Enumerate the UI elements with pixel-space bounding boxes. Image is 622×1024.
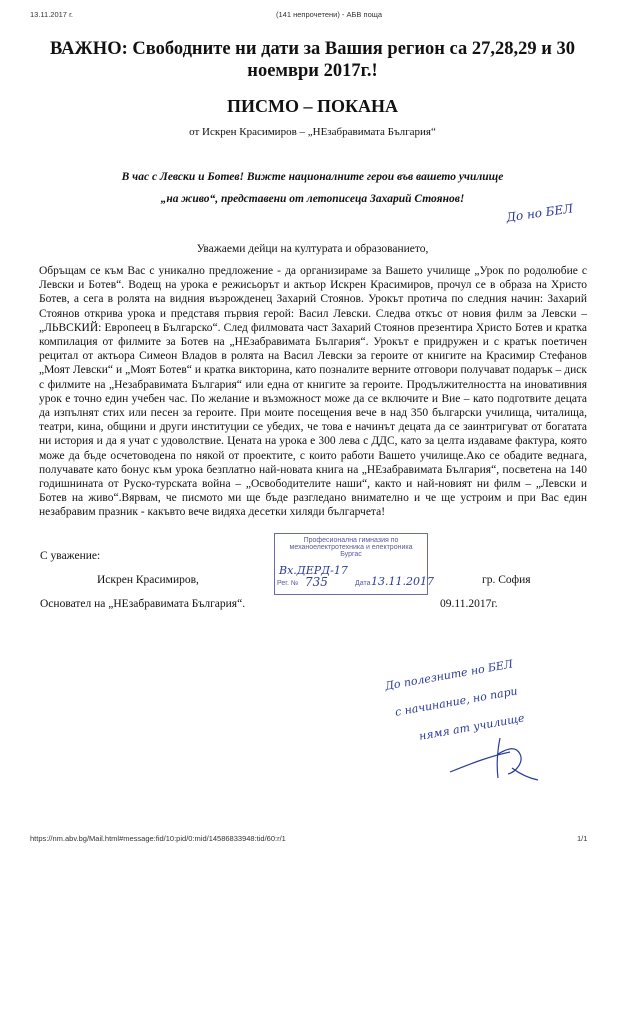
letter-title: ВАЖНО: Свободните ни дати за Вашия регион са 27,28,29 и 30 ноември 2017г.!	[49, 39, 575, 81]
signer-name: Искрен Красимиров,	[97, 574, 199, 586]
registration-stamp	[274, 533, 434, 595]
signer-title: Основател на „НЕзабравимата България“.	[40, 598, 246, 610]
greeting: Уважаеми дейци на културата и образованието,	[196, 243, 429, 255]
handwritten-resolution-line-1: До полезните но БЕЛ	[384, 657, 515, 693]
stamp-reg-number: 735	[305, 575, 328, 589]
handwritten-resolution-line-3: нямя ат училище	[418, 711, 526, 743]
handwritten-note-top: До но БЕЛ	[505, 201, 574, 225]
slogan-line-1: В час с Левски и Ботев! Вижте националните герои във вашето училище	[121, 171, 504, 183]
stamp-school-line-1: Професионална гимназия по	[303, 537, 399, 544]
slogan-line-2: „на живо“, представени от летописеца Захарий Стоянов!	[160, 193, 465, 205]
from-line: от Искрен Красимиров – „НЕзабравимата България“	[189, 126, 436, 138]
print-date: 13.11.2017 г.	[30, 10, 73, 19]
stamp-date-label: Дата	[355, 580, 371, 587]
stamp-reg-label: Рег. №	[277, 580, 299, 587]
stamp-incoming-handwritten: Вх.ДЕРД-17	[279, 564, 348, 577]
stamp-school-line-2: механоелектротехника и електроника	[289, 544, 413, 551]
closing: С уважение:	[40, 550, 101, 562]
footer-page-number: 1/1	[577, 834, 588, 843]
footer-url: https://nm.abv.bg/Mail.html#message:fid/10:pid/0:mid/14586833948:tid/60:r/1	[30, 834, 286, 843]
letter-subtitle: ПИСМО – ПОКАНА	[226, 96, 399, 116]
handwritten-signature	[440, 728, 550, 788]
signer-date: 09.11.2017г.	[440, 598, 498, 610]
stamp-city: Бургас	[340, 551, 362, 558]
handwritten-resolution-line-2: с начинание, но пари	[394, 684, 519, 719]
stamp-date-handwritten: 13.11.2017	[371, 575, 434, 588]
signer-city: гр. София	[482, 574, 531, 586]
letter-body: Обръщам се към Вас с уникално предложение - да организираме за Вашето училище „Урок по родолюбие с Левски и Ботев“. Водещ на урока е режисьорът и актьор Искрен Красимиров, прочул се в образа на Христо Ботев, а сега в ролята на видния възрожденец Захарий Стоянов. Урокът протича по следния начин: Захарий Стоянов открива урока и представя първия герой: Васил Левски. Следва откъс от новия филм за Левски –„ЛЬВСКИЙ: Европеец в Българско“. След филмовата част Захарий Стоянов презентира Христо Ботев и кратка компилация от филмите за Ботев на „НЕзабравимата България“. Урокът е придружен и с кратък поетичен рецитал от актьора Симеон Владов в ролята на Васил Левски за героите от книгите на Красимир Стефанов „Моят Левски“ и „Моят Ботев“ и кратка викторина, като позналите верните отговори получават подарък – диск с филмите на „Незабравимата България“ или една от книгите за героите. Продължителността на иновативния урок е точно един учебен час. По желание и възможност може да се включите и Вие – като подготвите децата да изпълнят стих или песен за героите. При моите посещения вече в над 350 български училища, читалища, театри, кина, общини и други институции се убедих, че това е начинът децата да се заинтригуват от богатата ни история и да я учат с удоволствие. Цената на урока е 300 лева с ДДС, като за целта издаваме фактура, която може да бъде осчетоводена по някой от проектите, с които работи Вашето училище.Ако се обадите веднага, получавате като бонус към урока безплатно най-новата книга на „НЕзабравимата България“, посветена на 140 годишнината от Руско-турската война – „Освободителите наши“, както и най-новият ни филм – „Левски и Ботев на живо“.Вярвам, че писмото ми ще бъде разгледано внимателно и че ще устроим и при Вас един незабравим празник - какъвто вече видяха десетки хиляди българчета!	[39, 265, 587, 519]
print-inbox-title: (141 непрочетени) - АБВ поща	[276, 10, 383, 19]
